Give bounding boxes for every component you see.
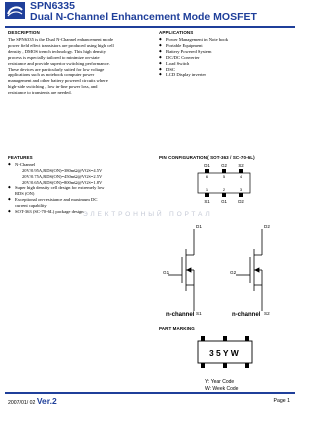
description-heading: DESCRIPTION [8,30,40,35]
description-line: high-side switching , low in-line power loss, and [8,84,98,90]
applications-list [159,37,228,78]
feature-item-cont: current capability [15,202,47,208]
pin-number: 3 [239,187,243,192]
feature-item: ◆ Exceptional on-resistance and maximum DC [8,197,104,203]
description-line: resistance and provide superior switching performance. [8,60,110,66]
description-line: The SPN6335 is the Dual N-Channel enhancement mode [8,37,113,42]
document-title [30,1,257,23]
pin-config-heading: PIN CONFIGURATION( SOT-363 / SC-70-6L) [159,155,255,160]
pin-label: G2 [221,163,227,168]
channel-label-left: n-channel [166,312,195,318]
description-line: resistance to transients are needed. [8,90,72,96]
description-line: These devices are particularly suited for low voltage [8,66,105,72]
terminal-label: G2 [230,270,237,275]
description-line: applications such as notebook computer power [8,72,95,78]
application-item: ◆ DC/DC Converter [159,55,228,61]
terminal-label: S2 [264,311,270,316]
feature-item-cont: RDS (ON) [15,191,35,197]
mosfet-symbol-left [168,229,194,311]
terminal-label: D2 [264,224,270,229]
application-item: ◆ Load Switch [159,61,228,67]
applications-heading: APPLICATIONS [159,30,194,35]
mosfet-schematics [158,219,288,323]
pin-label: D1 [204,163,210,168]
pin-label: D2 [238,199,244,204]
features-list [8,162,104,215]
company-logo-icon [5,2,25,19]
footer-version: Ver.2 [36,396,57,406]
part-description: Dual N-Channel Enhancement Mode MOSFET [30,11,257,23]
terminal-label: D1 [196,224,202,229]
application-item: ◆ LCD Display inverter [159,72,228,78]
features-heading: FEATURES [8,155,33,160]
pin-number: 6 [205,174,209,179]
application-item: ◆ Portable Equipment [159,43,228,49]
watermark: ЭЛЕКТРОННЫЙ ПОРТАЛ [83,211,213,218]
application-item: ◆ DSC [159,67,228,73]
description-line: process is especially tailored to minimize on-state [8,54,100,60]
footer-page: Page 1 [273,398,290,404]
pin-number: 1 [205,187,209,192]
header-rule [5,26,295,28]
terminal-label: S1 [196,311,202,316]
pin-label: S1 [204,199,210,204]
feature-item: ◆ Super high density cell design for extremely low [8,185,104,191]
footer-date-block [8,396,57,406]
description-line: management and other battery powered circuits where [8,78,108,84]
application-item: ◆ Battery Powered System [159,49,228,55]
pin-label: S2 [238,163,244,168]
marking-legend [205,379,238,392]
feature-spec: 20V/0.65A,RDS(ON)=800mΩ@VGS=1.8V [22,179,103,185]
week-code-legend: W: Week Code [205,385,239,392]
feature-spec: 20V/0.75A,RDS(ON)=450mΩ@VGS=2.5V [22,173,103,179]
feature-item: ◆ N-Channel [8,162,104,168]
package-diagram [190,161,260,205]
pin-number: 4 [239,174,243,179]
part-marking-heading: PART MARKING [159,326,195,331]
channel-label-right: n-channel [232,312,261,318]
description-line: density , DMOS trench technology. This high density [8,48,106,54]
year-code-legend: Y: Year Code [205,379,235,385]
feature-spec: 20V/0.95A,RDS(ON)=380mΩ@VGS=4.5V [22,167,103,173]
feature-item: ◆ SOT-363 (SC-70-6L) package design [8,209,104,215]
description-line: power field effect transistors are produced using high cell [8,42,114,48]
pin-number: 5 [222,174,226,179]
part-number: SPN6335 [30,0,75,12]
pin-number: 2 [222,187,226,192]
marking-code: 35YW [209,348,241,358]
mosfet-symbol-right [236,229,262,311]
pin-label: G1 [221,199,227,204]
description-text [8,37,146,96]
terminal-label: G1 [163,270,170,275]
footer-date: 2007/01/ 02 [8,400,36,406]
application-item: ◆ Power Management in Note book [159,37,228,43]
footer-rule [5,392,295,394]
